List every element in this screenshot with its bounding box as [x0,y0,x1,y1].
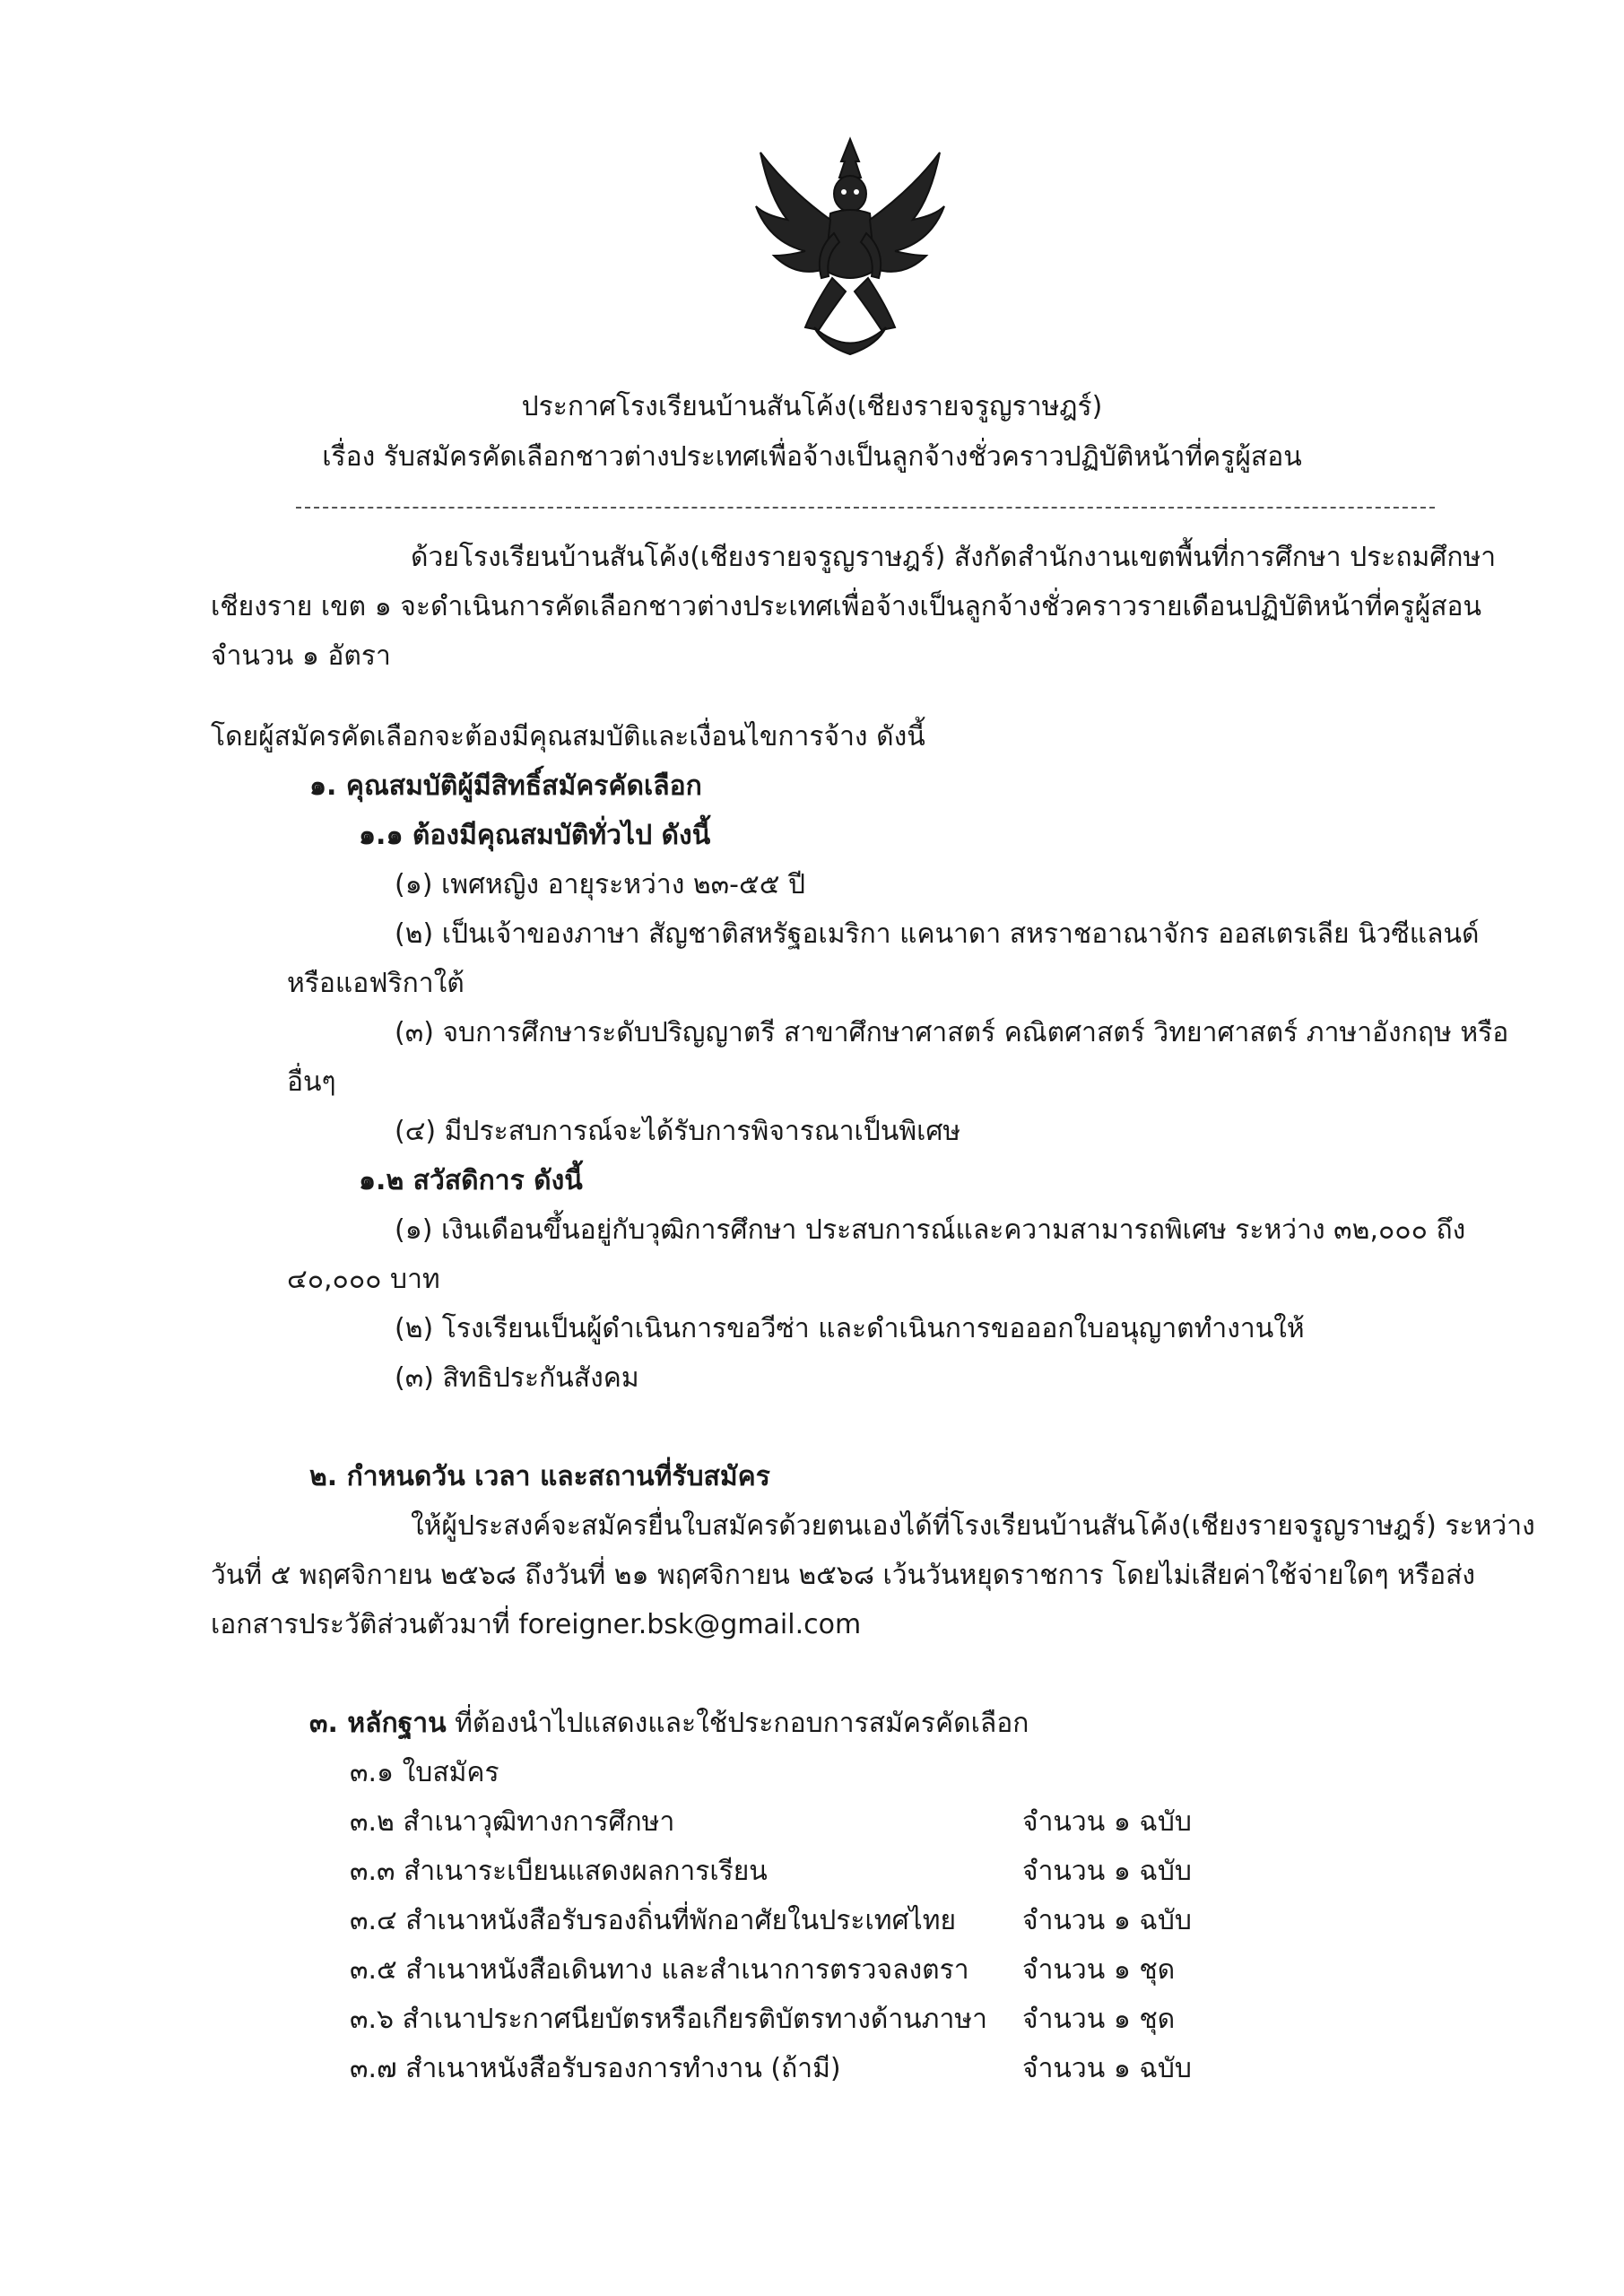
document-item-qty: จำนวน ๑ ชุด [1022,1954,1176,1986]
section-3-heading-bold: ๓. หลักฐาน [309,1708,447,1739]
section-1-heading: ๑. คุณสมบัติผู้มีสิทธิ์สมัครคัดเลือก [309,770,702,802]
benefit-item-2: (๒) โรงเรียนเป็นผู้ดำเนินการขอวีซ่า และดำเนินการขอออกใบอนุญาตทำงานให้ [395,1313,1305,1344]
document-item-label: ๓.๕ สำเนาหนังสือเดินทาง และสำเนาการตรวจลงตรา [350,1954,969,1986]
conditions-intro: โดยผู้สมัครคัดเลือกจะต้องมีคุณสมบัติและเงื่อนไขการจ้าง ดังนี้ [211,721,925,752]
section-1-1-heading: ๑.๑ ต้องมีคุณสมบัติทั่วไป ดังนี้ [359,820,711,851]
qualification-item-3: (๓) จบการศึกษาระดับปริญญาตรี สาขาศึกษาศาสตร์ คณิตศาสตร์ วิทยาศาสตร์ ภาษาอังกฤษ หรือ [395,1017,1509,1048]
document-item-label: ๓.๓ สำเนาระเบียนแสดงผลการเรียน [350,1856,768,1887]
document-item-qty: จำนวน ๑ ชุด [1022,2004,1176,2035]
qualification-item-2: (๒) เป็นเจ้าของภาษา สัญชาติสหรัฐอเมริกา แคนาดา สหราชอาณาจักร ออสเตรเลีย นิวซีแลนด์ [395,918,1480,950]
document-item-qty: จำนวน ๑ ฉบับ [1022,1806,1192,1838]
document-item-label: ๓.๗ สำเนาหนังสือรับรองการทำงาน (ถ้ามี) [350,2053,841,2084]
section-3-heading-rest: ที่ต้องนำไปแสดงและใช้ประกอบการสมัครคัดเลือก [446,1708,1029,1739]
document-item-label: ๓.๖ สำเนาประกาศนียบัตรหรือเกียรติบัตรทางด้านภาษา [350,2004,987,2035]
benefit-item-1-cont: ๔๐,๐๐๐ บาท [287,1264,440,1295]
document-item-label: ๓.๒ สำเนาวุฒิทางการศึกษา [350,1806,675,1838]
garuda-emblem-icon [751,135,949,359]
application-line-2: วันที่ ๕ พฤศจิกายน ๒๕๖๘ ถึงวันที่ ๒๑ พฤศจิกายน ๒๕๖๘ เว้นวันหยุดราชการ โดยไม่เสียค่าใช้จ่ายใดๆ หรือส่ง [211,1560,1476,1591]
qualification-item-2-cont: หรือแอฟริกาใต้ [287,968,465,999]
benefit-item-1: (๑) เงินเดือนขึ้นอยู่กับวุฒิการศึกษา ประสบการณ์และความสามารถพิเศษ ระหว่าง ๓๒,๐๐๐ ถึง [395,1214,1466,1246]
qualification-item-1: (๑) เพศหญิง อายุระหว่าง ๒๓-๕๕ ปี [395,869,805,900]
benefit-item-3: (๓) สิทธิประกันสังคม [395,1362,639,1394]
application-line-3: เอกสารประวัติส่วนตัวมาที่ foreigner.bsk@gmail.com [211,1609,862,1640]
qualification-item-4: (๔) มีประสบการณ์จะได้รับการพิจารณาเป็นพิเศษ [395,1116,961,1147]
announcement-title: ประกาศโรงเรียนบ้านสันโค้ง(เชียงรายจรูญราษฎร์) [521,391,1103,422]
qualification-item-3-cont: อื่นๆ [287,1066,336,1098]
announcement-subject: เรื่อง รับสมัครคัดเลือกชาวต่างประเทศเพื่อจ้างเป็นลูกจ้างชั่วคราวปฏิบัติหน้าที่ครูผู้สอน [322,441,1302,473]
intro-line-3: จำนวน ๑ อัตรา [211,640,391,672]
intro-line-1: ด้วยโรงเรียนบ้านสันโค้ง(เชียงรายจรูญราษฎร์) สังกัดสำนักงานเขตพื้นที่การศึกษา ประถมศึกษา [411,542,1497,573]
document-item-label: ๓.๑ ใบสมัคร [350,1757,499,1788]
intro-line-2: เชียงราย เขต ๑ จะดำเนินการคัดเลือกชาวต่างประเทศเพื่อจ้างเป็นลูกจ้างชั่วคราวรายเดือนปฏิบัติหน้าที่ครูผู้สอน [211,591,1482,622]
document-item-qty: จำนวน ๑ ฉบับ [1022,2053,1192,2084]
application-line-1: ให้ผู้ประสงค์จะสมัครยื่นใบสมัครด้วยตนเองได้ที่โรงเรียนบ้านสันโค้ง(เชียงรายจรูญราษฎร์) ระหว่าง [411,1510,1535,1542]
document-item-qty: จำนวน ๑ ฉบับ [1022,1856,1192,1887]
separator-rule [296,507,1435,509]
document-item-label: ๓.๔ สำเนาหนังสือรับรองถิ่นที่พักอาศัยในประเทศไทย [350,1905,957,1936]
section-1-2-heading: ๑.๒ สวัสดิการ ดังนี้ [359,1165,583,1196]
section-2-heading: ๒. กำหนดวัน เวลา และสถานที่รับสมัคร [309,1461,770,1492]
document-item-qty: จำนวน ๑ ฉบับ [1022,1905,1192,1936]
section-3-heading [309,1704,1029,1744]
